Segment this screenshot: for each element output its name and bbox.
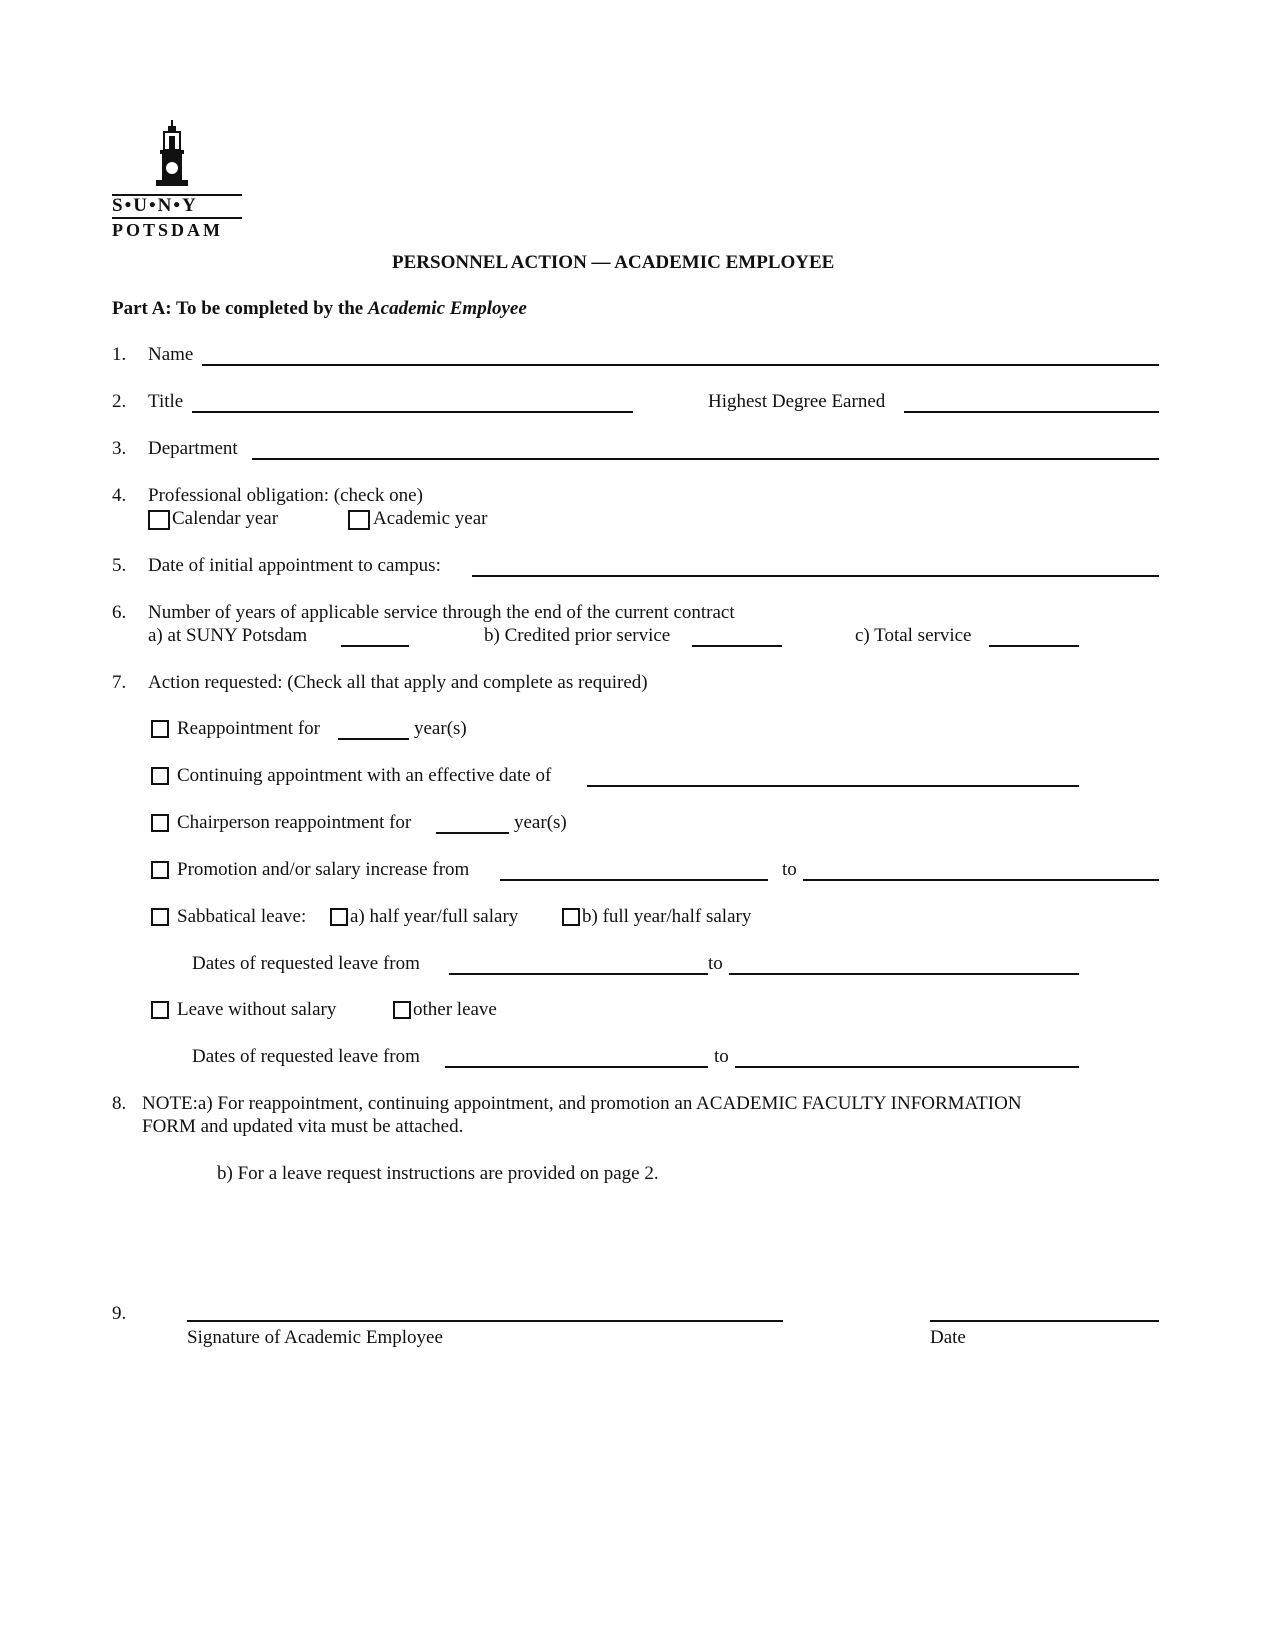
- name-label: Name: [148, 344, 194, 365]
- promotion-to-field[interactable]: [803, 879, 1159, 881]
- sabbatical-b-label: b) full year/half salary: [582, 906, 752, 927]
- part-a-heading: [112, 298, 527, 320]
- leave-dates-label-2: Dates of requested leave from: [192, 1046, 420, 1067]
- reappointment-checkbox[interactable]: [151, 720, 169, 738]
- continuing-checkbox[interactable]: [151, 767, 169, 785]
- leave-without-salary-label: Leave without salary: [177, 999, 337, 1020]
- academic-year-checkbox[interactable]: [348, 510, 370, 530]
- leave-to-label-2: to: [714, 1046, 729, 1067]
- chairperson-years-label: year(s): [514, 812, 567, 833]
- form-title: PERSONNEL ACTION — ACADEMIC EMPLOYEE: [392, 252, 835, 273]
- leave-to-label-1: to: [708, 953, 723, 974]
- chairperson-years-field[interactable]: [436, 832, 509, 834]
- credited-field[interactable]: [692, 645, 782, 647]
- signature-date-field[interactable]: [930, 1320, 1159, 1322]
- title-label: Title: [148, 391, 184, 412]
- sabbatical-checkbox[interactable]: [151, 908, 169, 926]
- calendar-year-checkbox[interactable]: [148, 510, 170, 530]
- note-a-line-1: NOTE:a) For reappointment, continuing appointment, and promotion an ACADEMIC FACULTY INFORMATION: [142, 1093, 1022, 1114]
- reappointment-label: Reappointment for: [177, 718, 320, 739]
- suny-potsdam-logo: [112, 120, 244, 238]
- item-number-9: 9.: [112, 1303, 127, 1324]
- credited-label: b) Credited prior service: [484, 625, 671, 646]
- title-field[interactable]: [192, 411, 633, 413]
- obligation-label: Professional obligation: (check one): [148, 485, 423, 506]
- at-suny-label: a) at SUNY Potsdam: [148, 625, 308, 646]
- item-number-5: 5.: [112, 555, 127, 576]
- calendar-year-label: Calendar year: [172, 508, 279, 529]
- degree-field[interactable]: [904, 411, 1159, 413]
- item-number-1: 1.: [112, 344, 127, 365]
- department-field[interactable]: [252, 458, 1159, 460]
- item-number-7: 7.: [112, 672, 127, 693]
- promotion-from-field[interactable]: [500, 879, 768, 881]
- item-number-2: 2.: [112, 391, 127, 412]
- leave-dates-label-1: Dates of requested leave from: [192, 953, 420, 974]
- initial-date-label: Date of initial appointment to campus:: [148, 555, 441, 576]
- other-leave-label: other leave: [413, 999, 497, 1020]
- logo-suny-text: S•U•N•Y: [112, 195, 198, 216]
- item-number-3: 3.: [112, 438, 127, 459]
- chairperson-checkbox[interactable]: [151, 814, 169, 832]
- leave-to-field-1[interactable]: [729, 973, 1079, 975]
- clock-tower-icon: [112, 120, 244, 194]
- at-suny-field[interactable]: [341, 645, 409, 647]
- chairperson-label: Chairperson reappointment for: [177, 812, 412, 833]
- promotion-to-label: to: [782, 859, 797, 880]
- continuing-date-field[interactable]: [587, 785, 1079, 787]
- part-a-suffix: Academic Employee: [367, 298, 527, 319]
- note-a-line-2: FORM and updated vita must be attached.: [142, 1116, 464, 1137]
- name-field[interactable]: [202, 364, 1159, 366]
- item-number-8: 8.: [112, 1093, 127, 1114]
- logo-rule-bottom: [112, 217, 242, 219]
- leave-to-field-2[interactable]: [735, 1066, 1079, 1068]
- academic-year-label: Academic year: [373, 508, 488, 529]
- initial-date-field[interactable]: [472, 575, 1159, 577]
- sabbatical-label: Sabbatical leave:: [177, 906, 307, 927]
- signature-field[interactable]: [187, 1320, 783, 1322]
- signature-date-label: Date: [930, 1327, 966, 1348]
- logo-potsdam-text: POTSDAM: [112, 220, 223, 240]
- total-field[interactable]: [989, 645, 1079, 647]
- promotion-checkbox[interactable]: [151, 861, 169, 879]
- promotion-label: Promotion and/or salary increase from: [177, 859, 470, 880]
- reappointment-years-label: year(s): [414, 718, 467, 739]
- item-number-4: 4.: [112, 485, 127, 506]
- continuing-label: Continuing appointment with an effective date of: [177, 765, 552, 786]
- leave-from-field-1[interactable]: [449, 973, 708, 975]
- leave-without-salary-checkbox[interactable]: [151, 1001, 169, 1019]
- note-b: b) For a leave request instructions are provided on page 2.: [217, 1163, 659, 1184]
- leave-from-field-2[interactable]: [445, 1066, 708, 1068]
- sabbatical-a-checkbox[interactable]: [330, 908, 348, 926]
- item-number-6: 6.: [112, 602, 127, 623]
- department-label: Department: [148, 438, 238, 459]
- sabbatical-b-checkbox[interactable]: [562, 908, 580, 926]
- service-heading: Number of years of applicable service through the end of the current contract: [148, 602, 735, 623]
- reappointment-years-field[interactable]: [338, 738, 409, 740]
- part-a-prefix: Part A: To be completed by the: [112, 298, 364, 319]
- signature-label: Signature of Academic Employee: [187, 1327, 443, 1348]
- total-label: c) Total service: [855, 625, 972, 646]
- sabbatical-a-label: a) half year/full salary: [350, 906, 519, 927]
- degree-label: Highest Degree Earned: [708, 391, 886, 412]
- other-leave-checkbox[interactable]: [393, 1001, 411, 1019]
- action-heading: Action requested: (Check all that apply and complete as required): [148, 672, 648, 693]
